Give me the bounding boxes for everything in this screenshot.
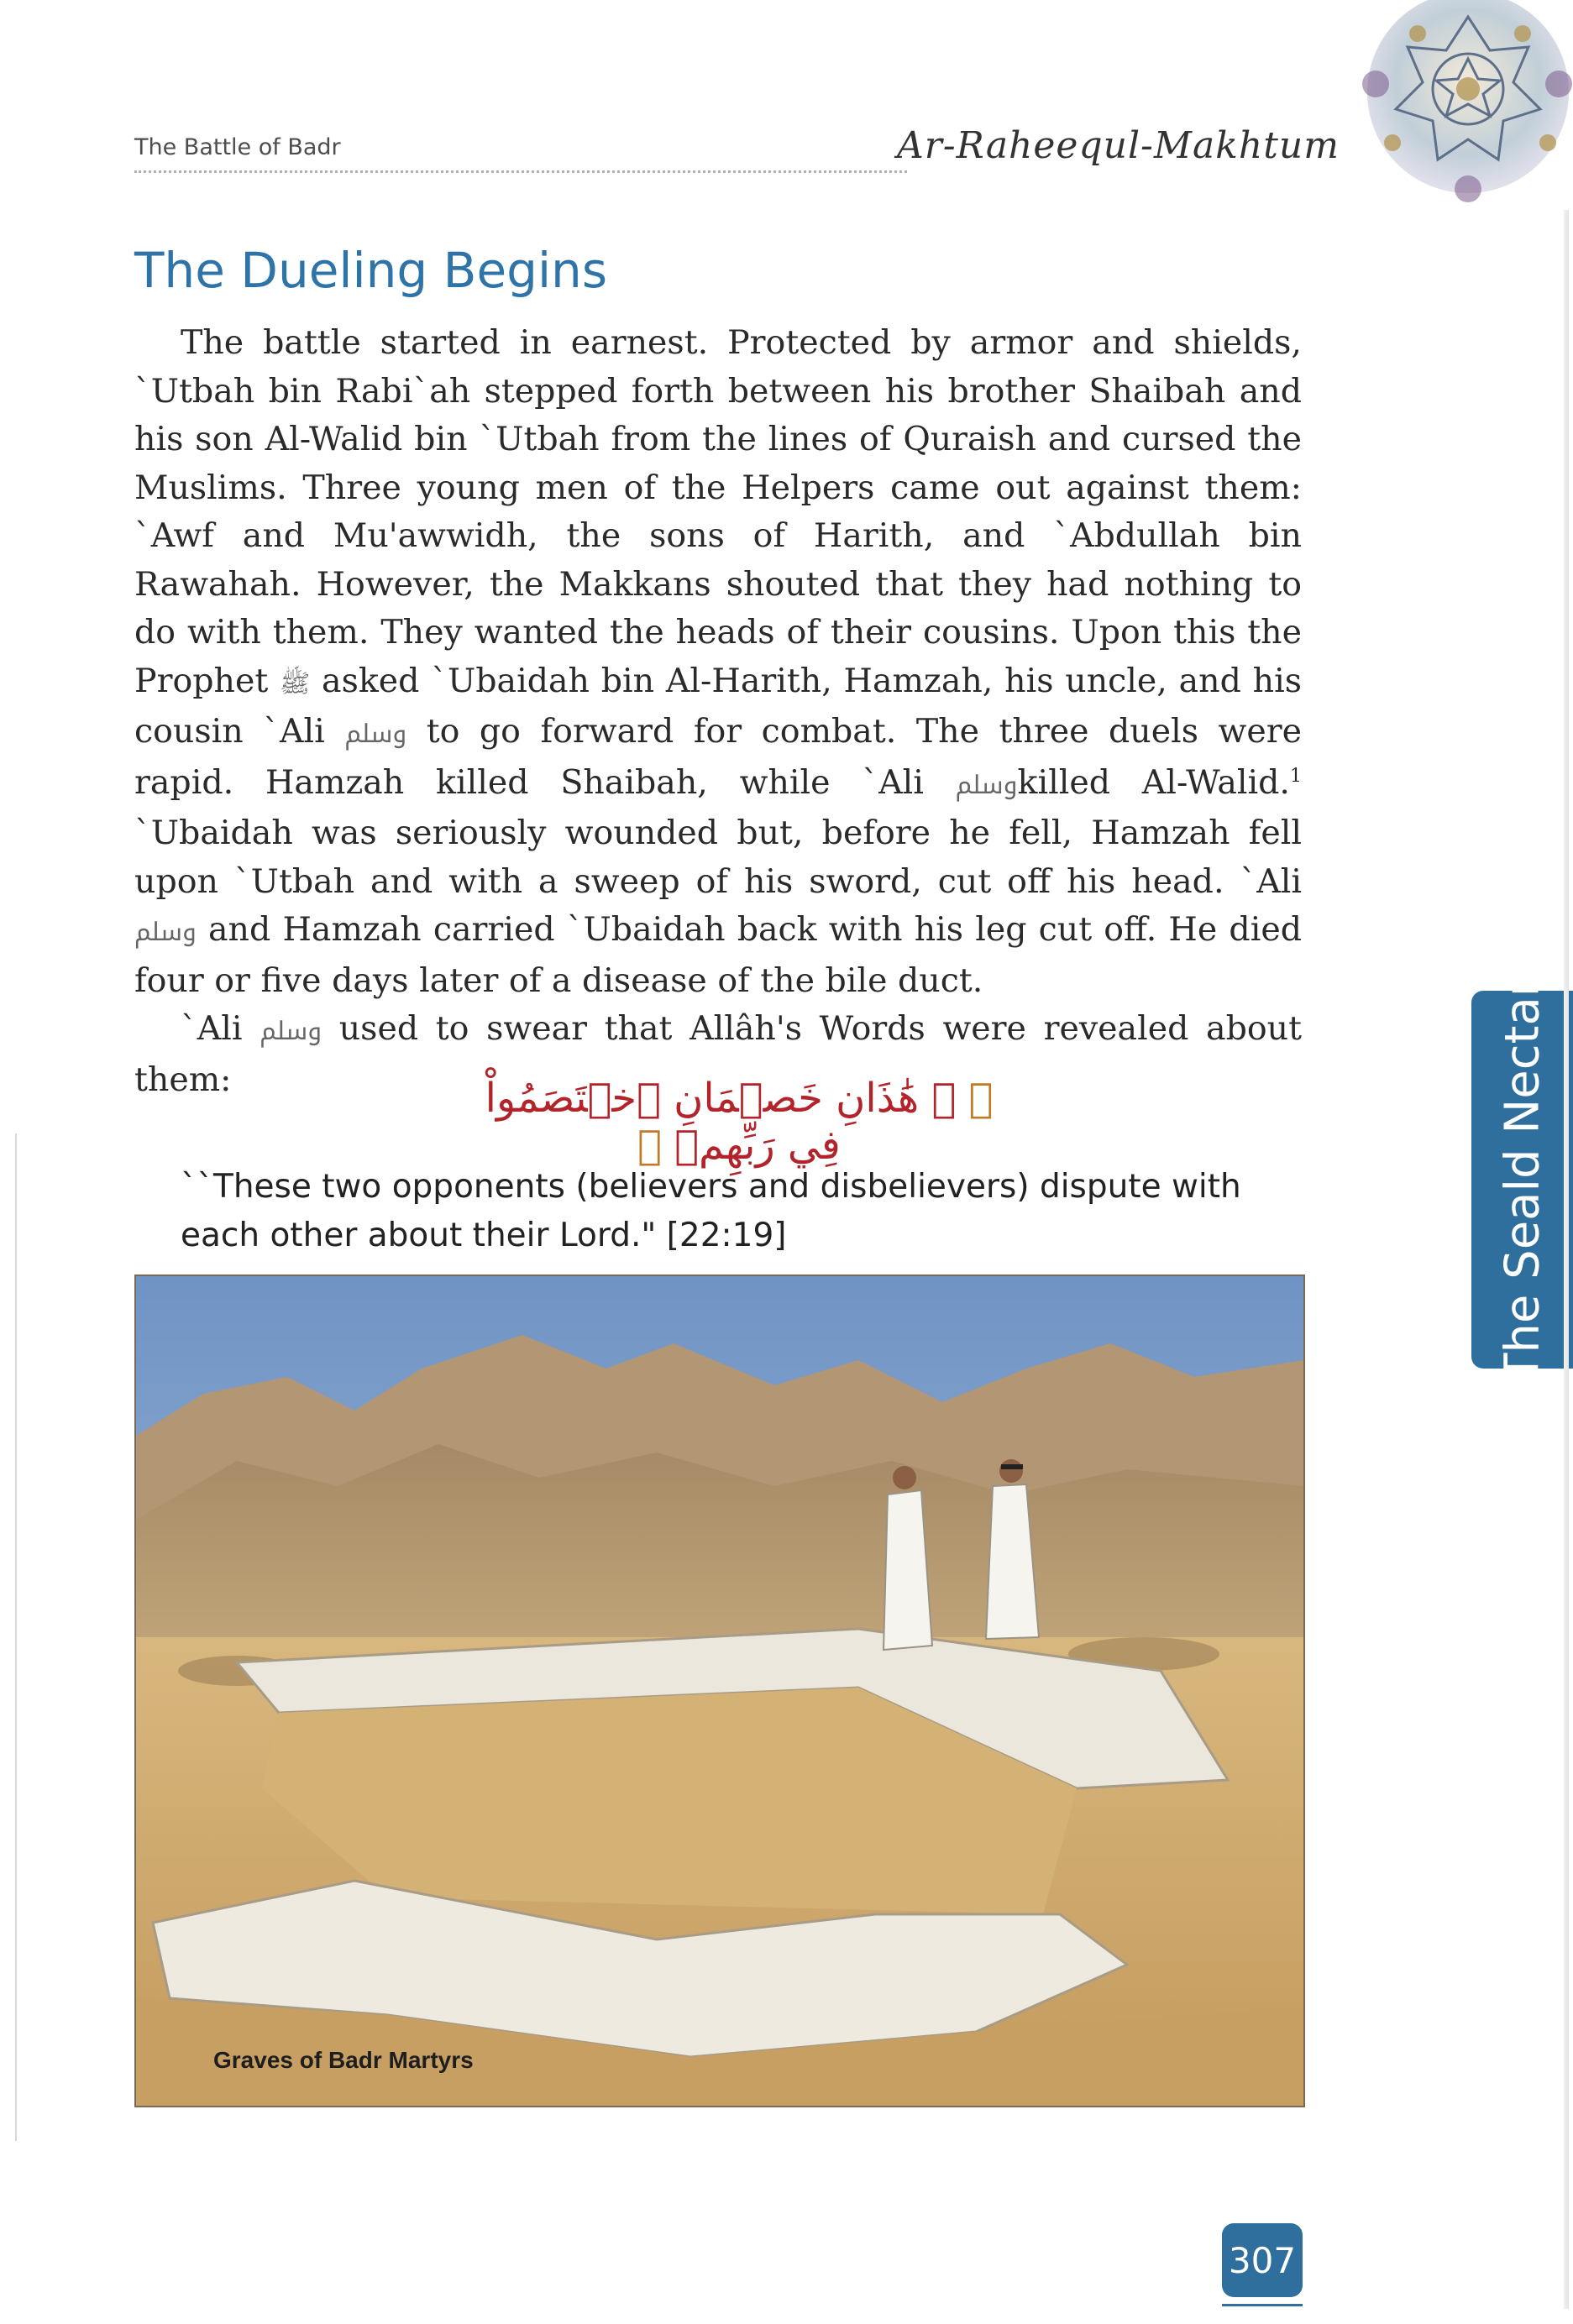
verse-close-bracket: ﴾ [637, 1122, 662, 1169]
photo-badr-graves [134, 1275, 1305, 2107]
ornament-icon [1342, 0, 1573, 210]
paragraph-1-part-4: killed Al-Walid. [1017, 762, 1290, 802]
page-number-underline [1222, 2304, 1303, 2306]
paragraph-2-part-2: used to swear that Allâh's Words were revealed about them: [134, 1009, 1302, 1099]
verse-flower-icon: ۞ [931, 1075, 957, 1122]
page-edge-left [15, 1133, 17, 2141]
side-tab-label: The Seald Nectar [1495, 977, 1549, 1382]
companion-honorific-icon: ﷸ [260, 1017, 322, 1046]
footnote-marker[interactable]: 1 [1289, 765, 1302, 787]
running-header: The Battle of Badr [134, 134, 341, 160]
paragraph-1 [134, 319, 1302, 1005]
paragraph-2-part-1: `Ali [181, 1009, 260, 1048]
verse-open-bracket: ﴿ [968, 1075, 994, 1122]
desert-photo-illustration [136, 1276, 1303, 2106]
verse-translation: ``These two opponents (believers and disbelievers) dispute with each other about their Lord." [22:19] [181, 1168, 1241, 1254]
companion-honorific-icon: ﷸ [344, 720, 407, 749]
photo-caption: Graves of Badr Martyrs [213, 2047, 474, 2073]
page-number: 307 [1222, 2223, 1303, 2297]
verse-arabic-text: هَٰذَانِ خَصۡمَانِ ٱخۡتَصَمُواْ فِي رَبِّهِمۡ [485, 1075, 920, 1169]
paragraph-1-part-3: to go forward for combat. The three duels were rapid. Hamzah killed Shaibah, while `Ali [134, 712, 1303, 802]
section-title: The Dueling Begins [134, 242, 608, 299]
paragraph-1-part-5: `Ubaidah was seriously wounded but, before he fell, Hamzah fell upon `Utbah and with a sweep of his sword, cut off his head. `Ali [134, 814, 1302, 901]
paragraph-1-part-1: The battle started in earnest. Protected by armor and shields, `Utbah bin Rabi`ah stepped forth between his brother Shaibah and his son Al-Walid bin `Utbah from the lines of Quraish and cursed the Muslims. Three young men of the Helpers came out against them: `Awf and Mu'awwidh, the sons of Harith, and `Abdullah bin Rawahah. However, the Makkans shouted that they had nothing to do with them. They wanted the heads of their cousins. Upon this the Prophet [134, 323, 1302, 700]
arabic-verse [454, 1075, 1025, 1169]
page-edge-right [1564, 210, 1569, 2309]
paragraph-1-part-2: asked `Ubaidah bin Al-Harith, Hamzah, his uncle, and his cousin `Ali [134, 661, 1302, 751]
side-tab [1471, 977, 1573, 1382]
header-dotted-rule [134, 170, 907, 173]
prophet-honorific-icon: ﷺ [280, 668, 311, 699]
companion-honorific-icon: ﷸ [134, 918, 197, 947]
companion-honorific-icon: ﷸ [955, 770, 1018, 800]
body-text [134, 319, 1302, 1104]
book-brand-title: Ar-Raheequl-Makhtum [897, 124, 1340, 167]
paragraph-1-part-6: and Hamzah carried `Ubaidah back with his leg cut off. He died four or five days later of a disease of the bile duct. [134, 910, 1302, 1000]
